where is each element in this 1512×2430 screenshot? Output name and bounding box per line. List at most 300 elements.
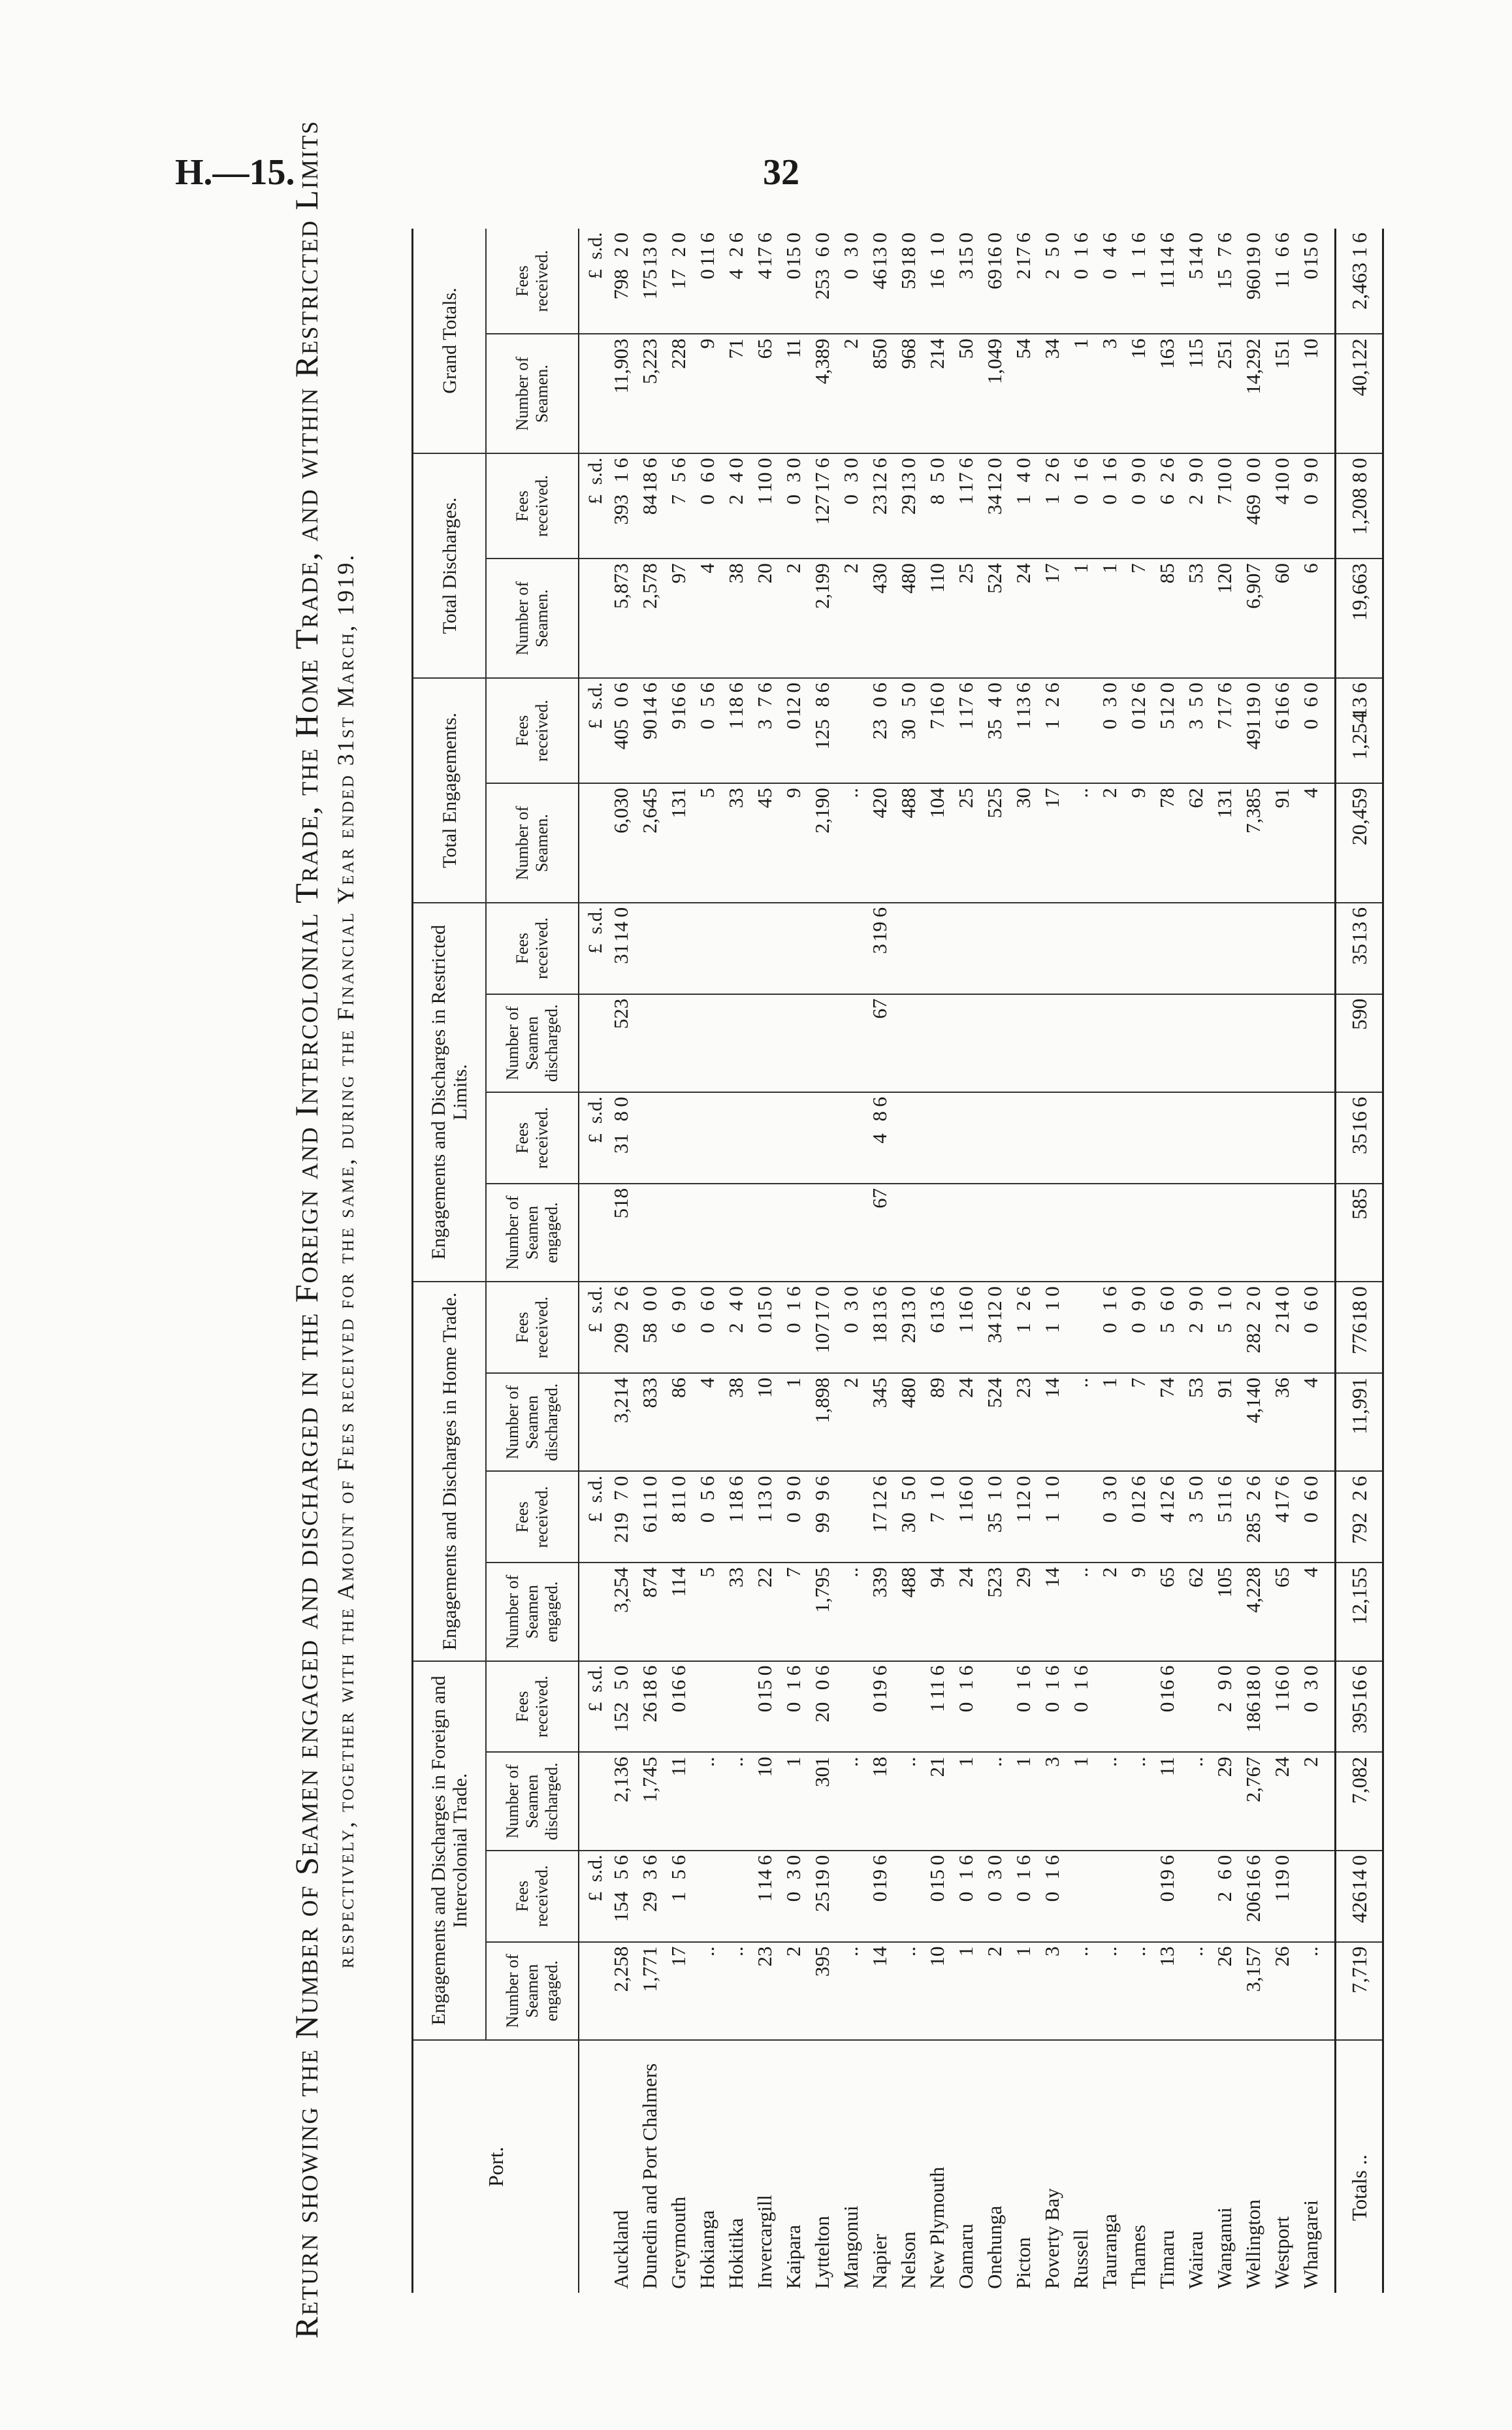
fees-he <box>952 1471 980 1563</box>
fees-te <box>1336 678 1383 783</box>
fees-td-pounds: 6 <box>1155 494 1178 505</box>
fees-td-pence: 0 <box>1347 458 1371 469</box>
units-re-pence: d. <box>585 1096 606 1112</box>
fees-gn <box>693 229 722 334</box>
fees-td-pence: 0 <box>1012 458 1035 468</box>
seamen-count-fd: 1 <box>1009 1752 1038 1850</box>
fees-fe <box>779 1851 808 1942</box>
fees-fe <box>894 1851 923 1942</box>
fees-he-pence: 0 <box>1184 1476 1207 1486</box>
fees-fe <box>1268 1851 1296 1942</box>
units-blank <box>579 1373 607 1471</box>
fees-gn-shillings: 15 <box>954 247 977 267</box>
fees-re-pounds: 31 <box>609 1133 632 1154</box>
fees-re <box>693 1092 722 1184</box>
port-name: Lyttelton <box>808 2040 837 2293</box>
fees-re <box>1095 1092 1124 1184</box>
fees-he <box>894 1471 923 1563</box>
fees-gn <box>1009 229 1038 334</box>
seamen-count-gn: 9 <box>693 334 722 453</box>
fees-he-shillings: 11 <box>638 1490 661 1510</box>
fees-fe-shillings: 14 <box>753 1869 776 1890</box>
units-hd-shillings: s. <box>585 1301 606 1314</box>
fees-td-pounds: 0 <box>1127 494 1150 505</box>
fees-gn <box>1239 229 1268 334</box>
seamen-count-re <box>1268 1184 1296 1282</box>
fees-gn-shillings: 15 <box>1299 247 1322 267</box>
subheader-number: Number of Seamen. <box>486 559 579 678</box>
seamen-count-fe: 26 <box>1210 1942 1239 2040</box>
fees-te-pounds: 7 <box>925 719 948 730</box>
fees-te-pounds: 6 <box>1270 719 1293 730</box>
fees-gn-pence: 6 <box>1098 233 1121 243</box>
fees-gn-pounds: 0 <box>1098 269 1121 280</box>
fees-re <box>664 1092 693 1184</box>
fees-fd-pence: 6 <box>1012 1665 1035 1676</box>
fees-hd-pounds: 0 <box>782 1323 805 1333</box>
fees-fe-pounds: 426 <box>1347 1891 1371 1923</box>
fees-he <box>750 1471 779 1563</box>
fees-te-shillings: 14 <box>638 696 661 717</box>
fees-gn-pounds: 5 <box>1184 269 1207 280</box>
fees-he <box>1210 1471 1239 1563</box>
fees-fe-pounds: 2 <box>1213 1891 1236 1902</box>
fees-te <box>1095 678 1124 783</box>
fees-hd-pence: 6 <box>925 1286 948 1297</box>
subheader-fees: Fees received. <box>486 1661 579 1753</box>
fees-hd <box>779 1282 808 1373</box>
fees-fd <box>952 1661 980 1753</box>
fees-te-shillings: 0 <box>868 696 891 707</box>
fees-fd-pence: 6 <box>1040 1665 1063 1676</box>
fees-hd-shillings: 1 <box>1040 1301 1063 1311</box>
fees-fd-pounds: 0 <box>1155 1702 1178 1713</box>
fees-hd <box>1067 1282 1095 1373</box>
fees-td <box>1296 453 1336 559</box>
seamen-count-fd: 18 <box>865 1752 894 1850</box>
seamen-count-gn: 251 <box>1210 334 1239 453</box>
seamen-count-te: 20,459 <box>1336 783 1383 903</box>
fees-he-pence: 6 <box>696 1476 718 1486</box>
table-row <box>837 229 865 2293</box>
fees-te-shillings: 12 <box>782 696 805 717</box>
fees-td-shillings: 5 <box>667 472 690 483</box>
seamen-count-td: 4 <box>693 559 722 678</box>
seamen-count-fe: 2 <box>980 1942 1009 2040</box>
subheader-fees: Fees received. <box>486 1282 579 1373</box>
fees-gn-pence: 0 <box>667 233 690 243</box>
seamen-count-gn: 65 <box>750 334 779 453</box>
fees-re <box>1067 1092 1095 1184</box>
seamen-count-re <box>779 1184 808 1282</box>
fees-td-shillings: 1 <box>1069 472 1092 483</box>
fees-hd <box>1124 1282 1153 1373</box>
fees-gn-shillings: 4 <box>1098 247 1121 257</box>
fees-te-shillings: 16 <box>667 696 690 717</box>
fees-re-pence: 0 <box>609 1097 632 1107</box>
seamen-count-hd: 23 <box>1009 1373 1038 1471</box>
seamen-count-td: 1 <box>1095 559 1124 678</box>
fees-re <box>923 1092 952 1184</box>
fees-td-shillings: 18 <box>638 472 661 493</box>
fees-td-pounds: 1,208 <box>1347 488 1371 536</box>
seamen-count-gn: 16 <box>1124 334 1153 453</box>
fees-hd-shillings: 2 <box>609 1301 632 1311</box>
units-td-pence: d. <box>585 457 606 473</box>
fees-te-pounds: 35 <box>983 719 1006 739</box>
seamen-count-te: 25 <box>952 783 980 903</box>
fees-he-shillings: 5 <box>696 1490 718 1500</box>
fees-td <box>952 453 980 559</box>
fees-gn-shillings: 11 <box>696 247 718 267</box>
seamen-count-rd <box>837 994 865 1092</box>
fees-te <box>923 678 952 783</box>
seamen-count-td: 17 <box>1038 559 1067 678</box>
fees-he-pounds: 3 <box>1184 1512 1207 1523</box>
fees-gn-shillings: 1 <box>925 247 948 257</box>
fees-fe-shillings: 3 <box>782 1869 805 1880</box>
fees-fd-pounds: 0 <box>1012 1702 1035 1713</box>
fees-rd-pounds: 35 <box>1347 943 1371 965</box>
fees-fd-shillings: 1 <box>782 1679 805 1691</box>
fees-he-pounds: 17 <box>868 1512 891 1533</box>
fees-hd-pence: 0 <box>1347 1286 1371 1297</box>
fees-fe-pounds: 154 <box>609 1891 632 1922</box>
fees-gn-pounds: 0 <box>1299 269 1322 280</box>
return-table <box>411 229 1384 2293</box>
fees-hd-pounds: 0 <box>1299 1323 1322 1333</box>
fees-re <box>750 1092 779 1184</box>
fees-te <box>779 678 808 783</box>
fees-fe-pence: 0 <box>983 1855 1006 1866</box>
fees-te <box>693 678 722 783</box>
fees-he-shillings: 11 <box>1213 1490 1236 1510</box>
fees-fd <box>1239 1661 1268 1753</box>
fees-hd-pounds: 1 <box>1012 1323 1035 1333</box>
fees-te-shillings: 8 <box>811 696 833 707</box>
fees-te-pence: 6 <box>868 682 891 693</box>
fees-hd-pounds: 18 <box>868 1323 891 1344</box>
fees-te-shillings: 3 <box>1098 696 1121 707</box>
fees-he <box>722 1471 750 1563</box>
fees-gn-shillings: 16 <box>983 247 1006 267</box>
fees-te-pence: 6 <box>1127 682 1150 693</box>
fees-he <box>923 1471 952 1563</box>
fees-gn-pounds: 0 <box>1069 269 1092 280</box>
fees-fe-pounds: 0 <box>954 1891 977 1902</box>
fees-rd-pence: 0 <box>609 907 632 918</box>
fees-he-shillings: 1 <box>925 1490 948 1500</box>
seamen-count-rd <box>1182 994 1210 1092</box>
units-rd <box>579 903 607 994</box>
seamen-count-hd: 89 <box>923 1373 952 1471</box>
fees-hd-shillings: 1 <box>1213 1301 1236 1311</box>
fees-gn-pounds: 46 <box>868 269 891 289</box>
seamen-count-fe: .. <box>1124 1942 1153 2040</box>
seamen-count-td: 2,199 <box>808 559 837 678</box>
seamen-count-td: 524 <box>980 559 1009 678</box>
seamen-count-te: 4 <box>1296 783 1336 903</box>
seamen-count-re <box>1067 1184 1095 1282</box>
fees-rd <box>894 903 923 994</box>
fees-fe-pounds: 0 <box>1012 1891 1035 1902</box>
port-name: Russell <box>1067 2040 1095 2293</box>
fees-he <box>1095 1471 1124 1563</box>
fees-te-pence: 6 <box>753 682 776 693</box>
seamen-count-gn: 850 <box>865 334 894 453</box>
title-block <box>287 120 359 2339</box>
fees-td-shillings: 5 <box>925 472 948 483</box>
fees-td-shillings: 9 <box>1127 472 1150 483</box>
fees-td-shillings: 2 <box>1155 472 1178 483</box>
fees-hd <box>808 1282 837 1373</box>
port-name: Wellington <box>1239 2040 1268 2293</box>
seamen-count-fd: .. <box>894 1752 923 1850</box>
seamen-count-te: 131 <box>1210 783 1239 903</box>
table-body <box>607 229 1336 2293</box>
fees-gn <box>923 229 952 334</box>
port-name: New Plymouth <box>923 2040 952 2293</box>
fees-he <box>693 1471 722 1563</box>
fees-te-pounds: 0 <box>1299 719 1322 730</box>
fees-hd-shillings: 2 <box>1242 1301 1264 1311</box>
fees-gn-pence: 0 <box>954 233 977 243</box>
seamen-count-gn: 1 <box>1067 334 1095 453</box>
fees-hd-pounds: 2 <box>1270 1323 1293 1333</box>
fees-hd-shillings: 9 <box>1127 1301 1150 1311</box>
fees-rd <box>722 903 750 994</box>
seamen-count-fe: 23 <box>750 1942 779 2040</box>
fees-td <box>980 453 1009 559</box>
fees-hd-shillings: 13 <box>925 1301 948 1321</box>
fees-td-shillings: 9 <box>1184 472 1207 483</box>
seamen-count-gn: 228 <box>664 334 693 453</box>
fees-gn-pence: 0 <box>782 233 805 243</box>
seamen-count-fe: .. <box>1182 1942 1210 2040</box>
table-row <box>894 229 923 2293</box>
fees-fd <box>837 1661 865 1753</box>
seamen-count-fd: 29 <box>1210 1752 1239 1850</box>
fees-hd <box>837 1282 865 1373</box>
seamen-count-fd: 11 <box>1153 1752 1182 1850</box>
totals-row <box>1336 229 1383 2293</box>
table-row <box>923 229 952 2293</box>
fees-fd <box>808 1661 837 1753</box>
fees-hd-shillings: 6 <box>696 1301 718 1311</box>
fees-te-pence: 6 <box>638 682 661 693</box>
seamen-count-fe: 1,771 <box>635 1942 664 2040</box>
fees-he-shillings: 12 <box>1155 1490 1178 1511</box>
seamen-count-he: 3,254 <box>607 1563 635 1660</box>
fees-he-shillings: 6 <box>1299 1490 1322 1500</box>
seamen-count-fd: .. <box>1095 1752 1124 1850</box>
seamen-count-hd: 524 <box>980 1373 1009 1471</box>
fees-td-pounds: 7 <box>667 494 690 505</box>
table-row <box>1009 229 1038 2293</box>
fees-td-pence: 0 <box>1184 458 1207 468</box>
fees-gn-pounds: 798 <box>609 269 632 300</box>
port-name: Greymouth <box>664 2040 693 2293</box>
seamen-count-re <box>750 1184 779 1282</box>
fees-hd-pence: 0 <box>839 1286 862 1297</box>
fees-he-pence: 6 <box>811 1476 833 1486</box>
fees-rd <box>607 903 635 994</box>
seamen-count-te: 33 <box>722 783 750 903</box>
fees-te-pounds: 9 <box>667 719 690 730</box>
fees-fd <box>980 1661 1009 1753</box>
fees-te-pence: 0 <box>925 682 948 693</box>
fees-te-shillings: 2 <box>1040 696 1063 707</box>
fees-fd-shillings: 16 <box>1347 1679 1371 1701</box>
fees-gn <box>607 229 635 334</box>
seamen-count-gn: 11,903 <box>607 334 635 453</box>
fees-gn-pence: 6 <box>696 233 718 243</box>
fees-gn <box>952 229 980 334</box>
seamen-count-rd <box>1153 994 1182 1092</box>
fees-re-pounds: 35 <box>1347 1133 1371 1155</box>
fees-te <box>1153 678 1182 783</box>
seamen-count-hd: 4 <box>693 1373 722 1471</box>
port-name: Whangarei <box>1296 2040 1336 2293</box>
fees-he-shillings: 16 <box>954 1490 977 1511</box>
fees-he-shillings: 1 <box>983 1490 1006 1500</box>
fees-fe-pounds: 0 <box>1040 1891 1063 1902</box>
seamen-count-td: 6,907 <box>1239 559 1268 678</box>
fees-gn-pounds: 59 <box>897 269 920 289</box>
fees-he-pence: 6 <box>1270 1476 1293 1486</box>
fees-td-pence: 0 <box>1127 458 1150 468</box>
fees-gn-pounds: 4 <box>753 269 776 280</box>
fees-re-pence: 6 <box>1347 1097 1371 1108</box>
fees-td-pence: 0 <box>724 458 747 468</box>
fees-fe-pence: 6 <box>753 1855 776 1866</box>
fees-fe-shillings: 15 <box>925 1869 948 1890</box>
fees-td <box>607 453 635 559</box>
fees-fe-pence: 0 <box>1270 1855 1293 1866</box>
fees-fe <box>722 1851 750 1942</box>
fees-td-pence: 6 <box>954 458 977 468</box>
fees-fe-shillings: 19 <box>1270 1869 1293 1890</box>
seamen-count-te: 488 <box>894 783 923 903</box>
fees-fe <box>952 1851 980 1942</box>
fees-hd-shillings: 1 <box>782 1301 805 1311</box>
fees-fe-shillings: 5 <box>667 1869 690 1880</box>
fees-gn-shillings: 2 <box>667 247 690 257</box>
fees-rd <box>952 903 980 994</box>
fees-he-pounds: 0 <box>1127 1512 1150 1523</box>
fees-hd <box>1038 1282 1067 1373</box>
seamen-count-fe: .. <box>894 1942 923 2040</box>
fees-hd <box>1239 1282 1268 1373</box>
seamen-count-fd: 7,082 <box>1336 1752 1383 1850</box>
fees-he-pence: 6 <box>1242 1476 1264 1486</box>
fees-te-pence: 0 <box>782 682 805 693</box>
fees-fd-pence: 6 <box>1069 1665 1092 1676</box>
fees-hd-pence: 0 <box>1127 1286 1150 1297</box>
port-name: Invercargill <box>750 2040 779 2293</box>
seamen-count-fd: .. <box>1124 1752 1153 1850</box>
fees-td <box>779 453 808 559</box>
fees-te <box>1268 678 1296 783</box>
fees-fe <box>693 1851 722 1942</box>
seamen-count-td: 85 <box>1153 559 1182 678</box>
fees-gn <box>1124 229 1153 334</box>
fees-rd <box>1038 903 1067 994</box>
fees-hd-pounds: 29 <box>897 1323 920 1344</box>
fees-gn <box>1067 229 1095 334</box>
fees-fd-pounds: 0 <box>1040 1702 1063 1713</box>
seamen-count-he: 33 <box>722 1563 750 1660</box>
fees-fd <box>1095 1661 1124 1753</box>
fees-td <box>664 453 693 559</box>
fees-fd <box>693 1661 722 1753</box>
fees-gn-pence: 0 <box>811 233 833 243</box>
fees-rd <box>808 903 837 994</box>
seamen-count-rd <box>779 994 808 1092</box>
port-name: Thames <box>1124 2040 1153 2293</box>
fees-te-pounds: 0 <box>1098 719 1121 730</box>
fees-fe <box>1095 1851 1124 1942</box>
fees-he-shillings: 18 <box>724 1490 747 1511</box>
units-gn <box>579 229 607 334</box>
fees-td <box>693 453 722 559</box>
fees-fe-shillings: 1 <box>1012 1869 1035 1880</box>
fees-rd-shillings: 14 <box>609 921 632 942</box>
fees-fd-shillings: 1 <box>954 1679 977 1691</box>
seamen-count-fd: .. <box>837 1752 865 1850</box>
fees-td <box>1067 453 1095 559</box>
seamen-count-te: 2 <box>1095 783 1124 903</box>
fees-hd-shillings: 6 <box>1299 1301 1322 1311</box>
fees-gn-pounds: 11 <box>1155 269 1178 289</box>
fees-gn-pounds: 1 <box>1127 269 1150 280</box>
seamen-count-gn: 10 <box>1296 334 1336 453</box>
fees-re-pounds: 4 <box>868 1133 891 1144</box>
units-td-shillings: s. <box>585 472 606 485</box>
seamen-count-td: 60 <box>1268 559 1296 678</box>
fees-td-pounds: 393 <box>609 494 632 525</box>
fees-td-shillings: 12 <box>868 472 891 493</box>
fees-te-shillings: 17 <box>954 696 977 717</box>
fees-gn-pence: 6 <box>1347 233 1371 243</box>
fees-hd <box>894 1282 923 1373</box>
subheader-fees: Fees received. <box>486 1851 579 1942</box>
fees-td <box>1182 453 1210 559</box>
fees-he-shillings: 9 <box>782 1490 805 1500</box>
fees-gn-shillings: 6 <box>811 247 833 257</box>
fees-fd-pounds: 1 <box>1270 1702 1293 1713</box>
seamen-count-re <box>1009 1184 1038 1282</box>
fees-fe <box>1153 1851 1182 1942</box>
fees-gn-pounds: 2 <box>1012 269 1035 280</box>
fees-td-shillings: 12 <box>983 472 1006 493</box>
fees-td-shillings: 4 <box>724 472 747 483</box>
port-name: Tauranga <box>1095 2040 1124 2293</box>
fees-fe <box>980 1851 1009 1942</box>
fees-td-shillings: 8 <box>1347 472 1371 483</box>
seamen-count-rd <box>1296 994 1336 1092</box>
seamen-count-hd: 24 <box>952 1373 980 1471</box>
fees-re <box>1268 1092 1296 1184</box>
fees-hd-shillings: 14 <box>1270 1301 1293 1321</box>
fees-rd <box>1239 903 1268 994</box>
fees-hd-pence: 0 <box>1155 1286 1178 1297</box>
fees-hd <box>1210 1282 1239 1373</box>
group-header-total-engagements: Total Engagements. <box>413 678 487 903</box>
table-row <box>980 229 1009 2293</box>
fees-hd-pounds: 5 <box>1155 1323 1178 1333</box>
fees-fe <box>607 1851 635 1942</box>
